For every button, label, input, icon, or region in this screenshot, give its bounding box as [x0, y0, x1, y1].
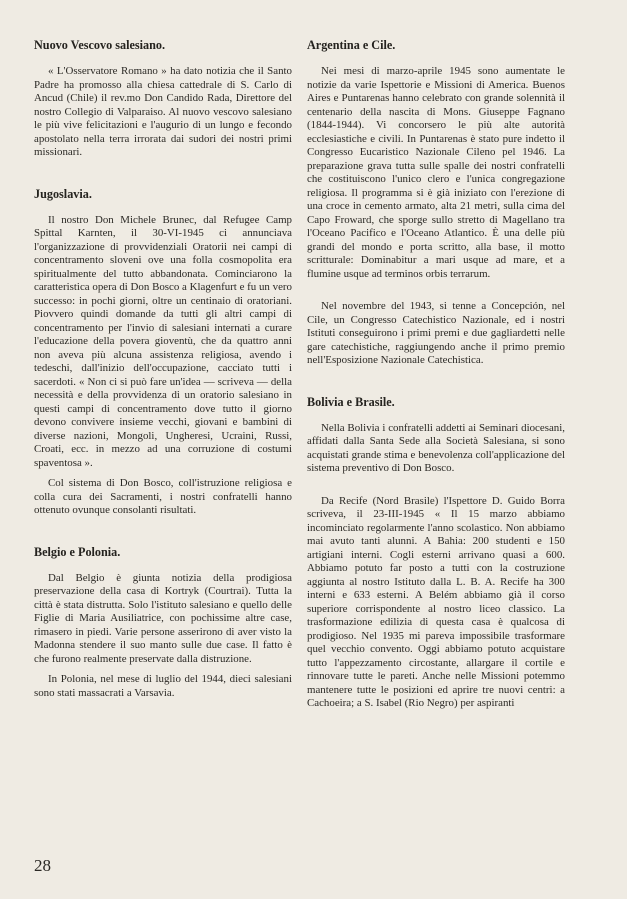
paragraph: Nei mesi di marzo-aprile 1945 sono aumentate le notizie da varie Ispettorie e Missioni di America. Buenos Aires e Puntarenas hanno celebrato con grande solennità il centenario della nascita di Mons. Giuseppe Fagnano (1844-1944). Vi concorsero le più alte autorità ecclesiastiche e civili. In Puntarenas è stato pure indetto il Congresso Eucaristico Nazionale Cileno pel 1946. La preparazione grava tutta sulle spalle dei nostri confratelli che costituiscono l'unico clero e l'unica congregazione religiosa. Il programma si è già iniziato con l'erezione di una croce in cemento armato, alta 21 metri, sulla cima del Capo Froward, che sporge sullo stretto di Magellano tra l'Oceano Pacifico e l'Oceano Atlantico. È una delle più grandi del mondo e porta scritto, alla base, il motto scritturale: Dominabitur a mari usque ad mare, et a flumine usque ad terminos orbis terrarum.: [307, 65, 565, 280]
section-title-nuovo-vescovo: Nuovo Vescovo salesiano.: [34, 38, 166, 52]
paragraph: « L'Osservatore Romano » ha dato notizia che il Santo Padre ha promosso alla chiesa cattedrale di S. Carlo di Ancud (Chile) il rev.mo Don Candido Rada, Direttore del nostro Collegio di Valparaiso. Al nuovo vescovo salesiano le più vive felicitazioni e l'augurio di un lungo e fecondo apostolato nella terra irrorata dai sudori dei nostri primi missionari.: [34, 65, 292, 158]
paragraph: In Polonia, nel mese di luglio del 1944, dieci salesiani sono stati massacrati a Varsavia.: [34, 673, 292, 699]
section-title-jugoslavia: Jugoslavia.: [34, 186, 92, 201]
paragraph: Col sistema di Don Bosco, coll'istruzione religiosa e colla cura dei Sacramenti, i nostri confratelli hanno ottenuto ovunque consolanti risultati.: [34, 477, 292, 516]
left-column: [34, 38, 292, 707]
paragraph: Da Recife (Nord Brasile) l'Ispettore D. Guido Borra scriveva, il 23-III-1945 « Il 15 marzo abbiamo incominciato regolarmente l'anno scolastico. Non abbiamo mai avuto tanti alunni. A Bahia: 200 studenti e 150 artigiani interni. Cogli esterni arrivano quasi a 600. Abbiamo potuto far posto a tutti con la costruzione aggiunta al nostro Istituto dalla L. B. A. Recife ha 300 interni e 633 esterni. A Belém abbiamo già il corso superiore corrispondente al nostro liceo classico. La trasformazione edilizia di questa casa è qualcosa di prodigioso. Nel 1935 mi pareva impossibile trasformare quel vecchio convento. Oggi abbiamo potuto acquistare tutto l'appezzamento circostante, allargare il cortile e rinnovare tutte le pareti. Anche nelle Missioni potemmo mantenere tutte le posizioni ed aprire tre nuovi centri: a Cachoeira; a S. Isabel (Rio Negro) per aspiranti: [307, 494, 565, 709]
section-title-argentina-cile: Argentina e Cile.: [307, 38, 396, 52]
paragraph: Il nostro Don Michele Brunec, dal Refugee Camp Spittal Karnten, il 30-VI-1945 ci annunciava l'organizzazione di provvidenziali Oratorii nei campi di concentramento sloveni ove una folla cosmopolita era spiritualmente del tutto abbandonata. Cominciarono la caratteristica opera di Don Bosco a Klagenfurt e fu un vero successo: in pochi giorni, oltre un centinaio di oratoriani. Piovvero quindi domande da tutti gli altri campi di concentramento per l'invio di salesiani internati a curare l'educazione della povera gioventù, che da quattro anni non aveva più alcuna assistenza religiosa, avendo i tedeschi, dall'inizio dell'occupazione, cacciato tutti i sacerdoti. « Non ci si può fare un'idea — scriveva — della necessità e della provvidenza di un oratorio salesiano in questi campi di concentramento dove tutto il giorno devono convivere insieme vecchi, giovani e bambini di diverse nazioni, Mongoli, Ungheresi, Ucraini, Russi, Croati, ecc. in mezzo ad una corruzione di costumi spaventosa ».: [34, 213, 292, 469]
paragraph: Dal Belgio è giunta notizia della prodigiosa preservazione della casa di Kortryk (Courtrai). Tutta la città è stata distrutta. Solo l'istituto salesiano e quello delle Figlie di Maria Ausiliatrice, con pochissime altre case, rimasero in piedi. Varie persone asserirono di aver visto la Madonna stendere il suo manto sulle due case. Il fatto è che furono realmente preservate dalla distruzione.: [34, 571, 292, 665]
section-title-belgio-polonia: Belgio e Polonia.: [34, 544, 121, 559]
right-column: [307, 38, 565, 718]
section-title-bolivia-brasile: Bolivia e Brasile.: [307, 394, 395, 409]
page-number: 28: [34, 856, 51, 875]
paragraph: Nel novembre del 1943, si tenne a Concepción, nel Cile, un Congresso Catechistico Nazionale, ed i nostri Istituti conseguirono i primi premi e due gagliardetti nelle gare catechistiche, raggiungendo anche il primo premio nell'Esposizione Nazionale Catechistica.: [307, 300, 565, 366]
paragraph: Nella Bolivia i confratelli addetti ai Seminari diocesani, affidati dalla Santa Sede alla Società Salesiana, si sono acquistati grande stima e benevolenza coll'applicazione del sistema preventivo di Don Bosco.: [307, 421, 565, 474]
